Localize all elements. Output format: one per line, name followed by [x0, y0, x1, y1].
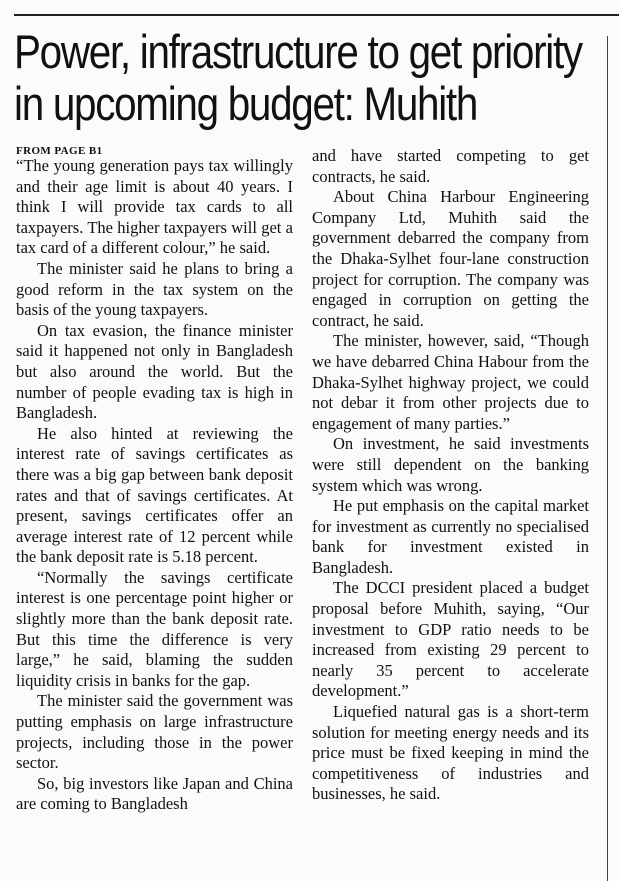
- paragraph: On tax evasion, the finance minister said it happened not only in Bangladesh but also around the world. But the number of people evading tax is high in Bangladesh.: [16, 320, 293, 423]
- paragraph: The minister said he plans to bring a good reform in the tax system on the basis of the young taxpayers.: [16, 258, 293, 320]
- right-column: [312, 146, 589, 805]
- paragraph: “The young generation pays tax willingly and their age limit is about 40 years. I think I will provide tax cards to all taxpayers. The higher taxpayers will get a tax card of a different colour,” he said.: [16, 156, 293, 258]
- paragraph: About China Harbour Engineering Company Ltd, Muhith said the government debarred the company from the Dhaka-Sylhet four-lane construction project for corruption. The company was engaged in corruption on getting the contract, he said.: [312, 187, 589, 330]
- headline: Power, infrastructure to get priority in upcoming budget: Muhith: [14, 25, 582, 130]
- left-column: [16, 144, 293, 815]
- paragraph: and have started competing to get contracts, he said.: [312, 146, 589, 186]
- paragraph: “Normally the savings certificate interest is one percentage point higher or slightly more than the bank deposit rate. But this time the difference is very large,” he said, blaming the sudden liquidity crisis in banks for the gap.: [16, 567, 293, 690]
- kicker: FROM PAGE B1: [16, 145, 103, 157]
- paragraph: He put emphasis on the capital market for investment as currently no specialised bank for investment existed in Bangladesh.: [312, 496, 589, 577]
- paragraph: The minister said the government was putting emphasis on large infrastructure projects, including those in the power sector.: [16, 691, 293, 773]
- paragraph: The minister, however, said, “Though we have debarred China Habour from the Dhaka-Sylhet highway project, we could not debar it from other projects due to engagement of many parties.”: [312, 331, 589, 433]
- top-rule: [14, 14, 619, 16]
- column-divider: [607, 36, 608, 881]
- paragraph: Liquefied natural gas is a short-term solution for meeting energy needs and its price must be fixed keeping in mind the competitiveness of industries and businesses, he said.: [312, 702, 589, 804]
- paragraph: He also hinted at reviewing the interest rate of savings certificates as there was a big gap between bank deposit rates and that of savings certificates. At present, savings certificates offer an average interest rate of 12 percent while the bank deposit rate is 5.18 percent.: [16, 423, 293, 567]
- paragraph: So, big investors like Japan and China are coming to Bangladesh: [16, 773, 293, 814]
- paragraph: On investment, he said investments were still dependent on the banking system which was wrong.: [312, 434, 589, 495]
- paragraph: The DCCI president placed a budget proposal before Muhith, saying, “Our investment to GDP ratio needs to be increased from existing 29 percent to nearly 35 percent to accelerate development.”: [312, 578, 589, 701]
